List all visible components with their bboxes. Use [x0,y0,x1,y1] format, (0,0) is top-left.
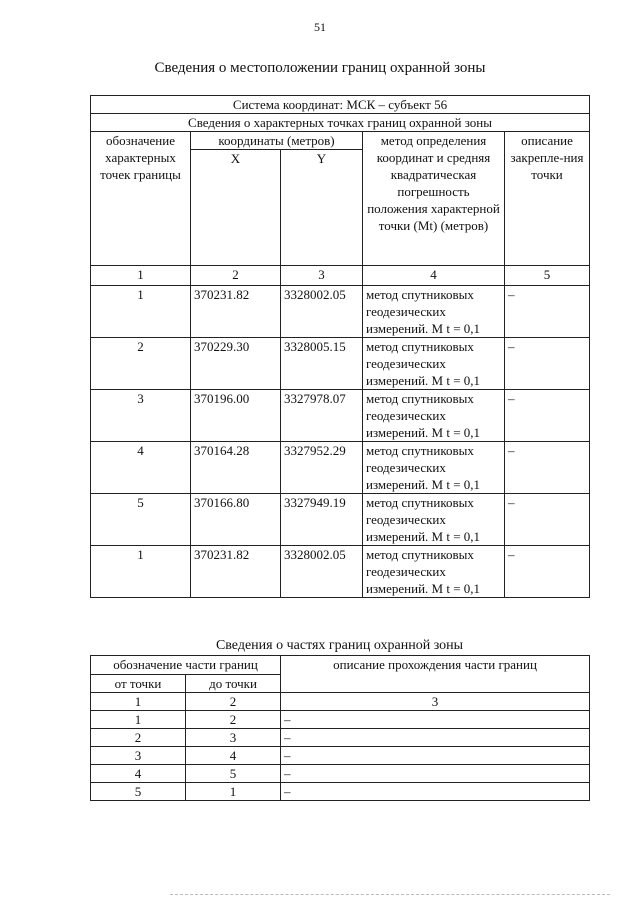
boundary-points-table [90,95,590,598]
part-desc-cell: – [281,783,590,801]
col-number: 2 [186,693,281,711]
point-cell: 3 [91,390,191,442]
table-row [91,546,590,598]
description-header: описание закрепле-ния точки [505,132,590,266]
y-cell: 3327949.19 [281,494,363,546]
part-desc-cell: – [281,729,590,747]
x-header: X [191,150,281,266]
part-desc-cell: – [281,747,590,765]
point-cell: 2 [91,338,191,390]
from-cell: 4 [91,765,186,783]
table-row [91,338,590,390]
to-cell: 3 [186,729,281,747]
col-number: 5 [505,266,590,286]
y-cell: 3328005.15 [281,338,363,390]
from-cell: 5 [91,783,186,801]
point-header: обозначение характерных точек границы [91,132,191,266]
col-number: 1 [91,693,186,711]
from-header: от точки [91,674,186,693]
table-row [91,747,590,765]
to-header: до точки [186,674,281,693]
y-cell: 3328002.05 [281,546,363,598]
section-header: Сведения о характерных точках границ охранной зоны [91,114,590,132]
table-row [91,442,590,494]
table-row [91,494,590,546]
document-title: Сведения о местоположении границ охранной зоны [154,60,486,76]
desc-cell: – [505,390,590,442]
to-cell: 4 [186,747,281,765]
desc-cell: – [505,546,590,598]
table-row [91,783,590,801]
y-cell: 3328002.05 [281,286,363,338]
col-number: 1 [91,266,191,286]
point-cell: 4 [91,442,191,494]
part-desc-cell: – [281,765,590,783]
table-row [91,711,590,729]
method-cell: метод спутниковых геодезических измерений. M t = 0,1 [363,442,505,494]
parts-table-title: Сведения о частях границ охранной зоны [215,638,464,653]
table-row [91,390,590,442]
boundary-parts-table [90,655,590,801]
coord-system-header: Система координат: МСК – субъект 56 [91,96,590,114]
method-cell: метод спутниковых геодезических измерений. M t = 0,1 [363,546,505,598]
point-cell: 1 [91,546,191,598]
part-header: обозначение части границ [91,656,281,675]
desc-cell: – [505,338,590,390]
x-cell: 370166.80 [191,494,281,546]
method-cell: метод спутниковых геодезических измерений. M t = 0,1 [363,390,505,442]
part-desc-cell: – [281,711,590,729]
table-row [91,729,590,747]
from-cell: 1 [91,711,186,729]
method-header: метод определения координат и средняя квадратическая погрешность положения характерной точки (Mt) (метров) [363,132,505,266]
scan-artifact-line [170,894,610,897]
col-number: 3 [281,266,363,286]
method-cell: метод спутниковых геодезических измерений. M t = 0,1 [363,286,505,338]
desc-cell: – [505,494,590,546]
point-cell: 5 [91,494,191,546]
parts-description-header: описание прохождения части границ [281,656,590,693]
x-cell: 370231.82 [191,286,281,338]
desc-cell: – [505,442,590,494]
x-cell: 370164.28 [191,442,281,494]
table-row [91,765,590,783]
y-header: Y [281,150,363,266]
y-cell: 3327952.29 [281,442,363,494]
page-number: 51 [314,20,326,34]
method-cell: метод спутниковых геодезических измерений. M t = 0,1 [363,338,505,390]
to-cell: 1 [186,783,281,801]
col-number: 3 [281,693,590,711]
desc-cell: – [505,286,590,338]
method-cell: метод спутниковых геодезических измерений. M t = 0,1 [363,494,505,546]
x-cell: 370196.00 [191,390,281,442]
from-cell: 3 [91,747,186,765]
point-cell: 1 [91,286,191,338]
y-cell: 3327978.07 [281,390,363,442]
coords-header: координаты (метров) [191,132,363,150]
x-cell: 370231.82 [191,546,281,598]
to-cell: 2 [186,711,281,729]
x-cell: 370229.30 [191,338,281,390]
table-row [91,286,590,338]
from-cell: 2 [91,729,186,747]
col-number: 2 [191,266,281,286]
col-number: 4 [363,266,505,286]
to-cell: 5 [186,765,281,783]
